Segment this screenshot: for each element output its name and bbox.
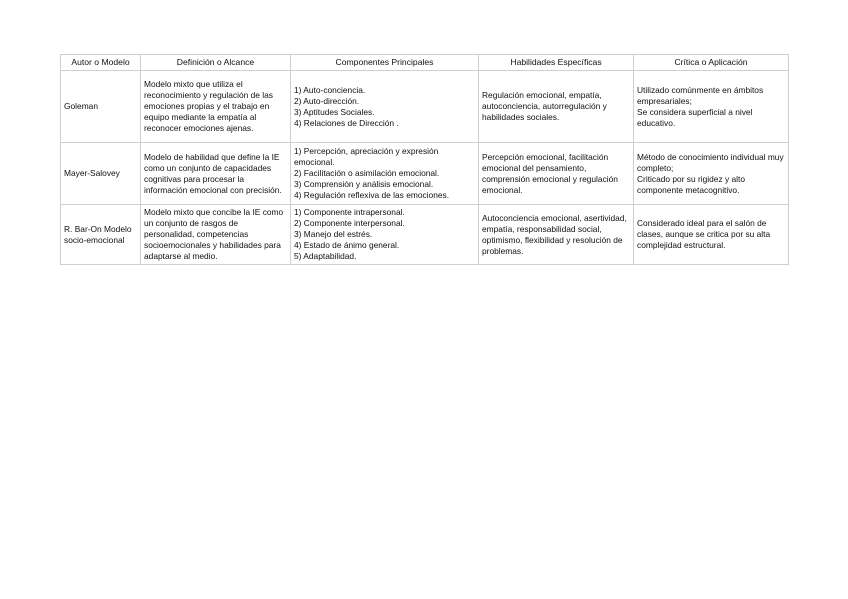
cell-skills: Percepción emocional, facilitación emocional del pensamiento, comprensión emocional y regulación emocional. xyxy=(479,143,634,205)
cell-critique xyxy=(634,143,789,205)
header-author: Autor o Modelo xyxy=(61,55,141,71)
cell-components xyxy=(291,143,479,205)
component-item: 4) Relaciones de Dirección . xyxy=(294,117,399,128)
cell-author: Mayer-Salovey xyxy=(61,143,141,205)
cell-components xyxy=(291,71,479,143)
header-skills: Habilidades Específicas xyxy=(479,55,634,71)
component-item: 3) Aptitudes Sociales. xyxy=(294,106,375,117)
component-item: 5) Adaptabilidad. xyxy=(294,251,357,261)
table-body xyxy=(61,71,789,265)
table-row xyxy=(61,205,789,265)
cell-critique xyxy=(634,205,789,265)
component-item: 4) Estado de ánimo general. xyxy=(294,240,400,250)
critique-line: Método de conocimiento individual muy completo; xyxy=(637,151,784,173)
models-comparison-table xyxy=(60,54,789,265)
critique-line: Se considera superficial a nivel educativo. xyxy=(637,106,753,128)
cell-critique xyxy=(634,71,789,143)
component-item: 2) Auto-dirección. xyxy=(294,95,360,106)
cell-author: Goleman xyxy=(61,71,141,143)
critique-line: Considerado ideal para el salón de clases, aunque se critica por su alta complejidad estructural. xyxy=(637,218,771,250)
cell-definition: Modelo mixto que utiliza el reconocimiento y regulación de las emociones propias y el trabajo en equipo mediante la empatía al reconocer emociones ajenas. xyxy=(141,71,291,143)
table-header xyxy=(61,55,789,71)
component-item: 1) Percepción, apreciación y expresión emocional. xyxy=(294,146,439,167)
cell-skills: Autoconciencia emocional, asertividad, empatía, responsabilidad social, optimismo, flexibilidad y resolución de problemas. xyxy=(479,205,634,265)
component-item: 3) Manejo del estrés. xyxy=(294,229,373,239)
component-item: 2) Facilitación o asimilación emocional. xyxy=(294,168,440,178)
header-components: Componentes Principales xyxy=(291,55,479,71)
cell-definition: Modelo de habilidad que define la IE como un conjunto de capacidades cognitivas para procesar la información emocional con precisión. xyxy=(141,143,291,205)
component-item: 1) Componente intrapersonal. xyxy=(294,207,405,217)
component-item: 1) Auto-conciencia. xyxy=(294,84,366,95)
critique-line: Criticado por su rigidez y alto componente metacognitivo. xyxy=(637,173,745,195)
header-definition: Definición o Alcance xyxy=(141,55,291,71)
cell-components xyxy=(291,205,479,265)
cell-definition: Modelo mixto que concibe la IE como un conjunto de rasgos de personalidad, competencias socioemocionales y habilidades para adaptarse al medio. xyxy=(141,205,291,265)
component-item: 2) Componente interpersonal. xyxy=(294,218,405,228)
table-row xyxy=(61,143,789,205)
header-critique: Crítica o Aplicación xyxy=(634,55,789,71)
header-row xyxy=(61,55,789,71)
component-item: 4) Regulación reflexiva de las emociones. xyxy=(294,190,450,200)
cell-skills: Regulación emocional, empatía, autoconciencia, autorregulación y habilidades sociales. xyxy=(479,71,634,143)
table-row xyxy=(61,71,789,143)
component-item: 3) Comprensión y análisis emocional. xyxy=(294,179,434,189)
critique-line: Utilizado comúnmente en ámbitos empresariales; xyxy=(637,84,764,106)
cell-author: R. Bar-On Modelo socio-emocional xyxy=(61,205,141,265)
